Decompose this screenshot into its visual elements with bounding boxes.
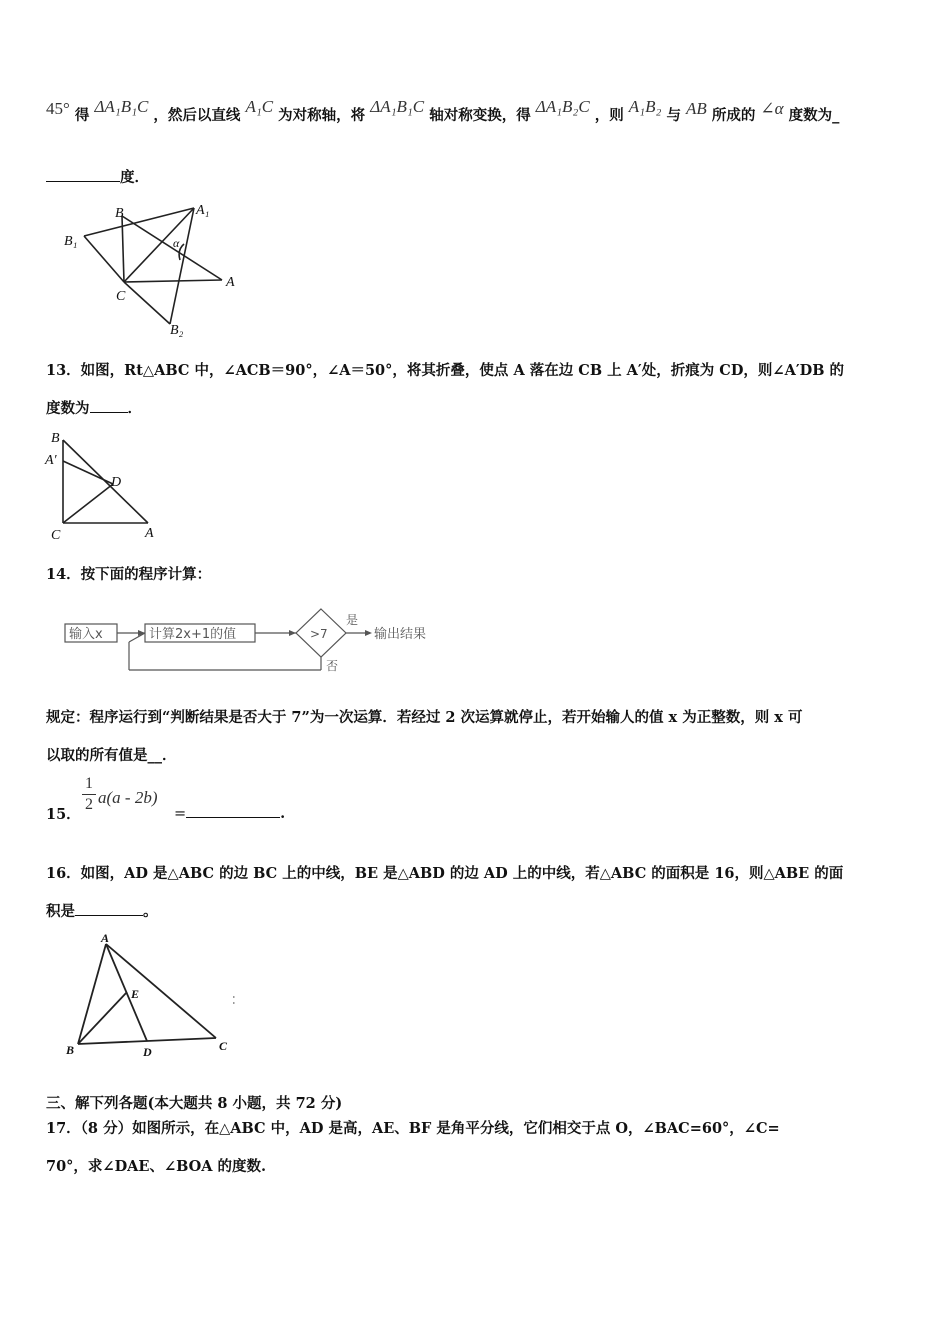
q12-triangle-1: ΔA₁B₁C bbox=[94, 97, 149, 116]
q14-flowchart bbox=[60, 604, 460, 676]
q16-figure bbox=[62, 930, 242, 1060]
q12-text-6: 与 bbox=[666, 107, 681, 124]
q12-answer-blank bbox=[46, 167, 120, 182]
q12-label-a: A bbox=[226, 275, 235, 290]
q12-label-b: B bbox=[115, 206, 124, 221]
q12-line2-end: 度． bbox=[120, 169, 149, 186]
q13-line1: 13．如图，Rt△ABC 中，∠ACB＝90°，∠A＝50°，将其折叠，使点 A 落在边 CB 上 A′处，折痕为 CD，则∠A′DB 的 bbox=[46, 362, 845, 379]
q15-expr: a(a - 2b) bbox=[98, 788, 158, 807]
q13-line2-start: 度数为 bbox=[46, 400, 90, 417]
q13-label-a-prime: A′ bbox=[45, 453, 57, 468]
q16-line2-end: 。 bbox=[143, 903, 158, 920]
q13-label-c: C bbox=[51, 528, 61, 543]
q12-triangle-3: ΔA₁B₂C bbox=[535, 97, 590, 116]
q12-triangle-2: ΔA₁B₁C bbox=[370, 97, 425, 116]
q13-figure bbox=[44, 428, 174, 544]
q14-flow-condition: >7 bbox=[310, 627, 328, 641]
q12-line1 bbox=[46, 97, 840, 125]
q14-flow-no: 否 bbox=[326, 659, 339, 673]
q15-line bbox=[46, 803, 81, 824]
q14-flow-compute: 计算2x+1的值 bbox=[149, 627, 237, 642]
q12-figure bbox=[60, 196, 250, 341]
q12-text-8: 度数为_ bbox=[788, 107, 840, 124]
q16-label-c: C bbox=[219, 1039, 228, 1053]
q14-rule-line2: 以取的所有值是__． bbox=[46, 747, 177, 764]
q12-axis: A₁C bbox=[245, 97, 274, 116]
q13-line2 bbox=[46, 397, 142, 418]
q12-angle-45: 45° bbox=[46, 99, 70, 118]
q14-flow-output: 输出结果 bbox=[374, 627, 427, 642]
q12-text-2: ，然后以直线 bbox=[153, 107, 241, 124]
q15-answer bbox=[174, 803, 285, 822]
q13-label-b: B bbox=[51, 431, 60, 446]
q12-label-a1: A₁ bbox=[196, 203, 210, 218]
q15-eq: = bbox=[174, 806, 187, 822]
q16-line2-start: 积是 bbox=[46, 903, 75, 920]
q16-answer-blank bbox=[75, 901, 143, 916]
q12-segment-1: A₁B₂ bbox=[628, 97, 662, 116]
q15-answer-blank bbox=[186, 803, 280, 818]
q13-answer-blank bbox=[90, 398, 128, 413]
q14-flow-yes: 是 bbox=[346, 613, 359, 627]
q15-end: . bbox=[280, 805, 286, 822]
q16-label-e: E bbox=[131, 987, 140, 1001]
q15-frac-den: 2 bbox=[85, 796, 93, 813]
q12-label-c: C bbox=[116, 289, 126, 304]
q12-label-b2: B₂ bbox=[170, 323, 184, 338]
q12-text-5: ，则 bbox=[594, 107, 624, 124]
q12-label-alpha: α bbox=[173, 236, 180, 250]
q12-line2 bbox=[46, 166, 149, 187]
q12-text-1: 得 bbox=[74, 107, 90, 124]
q13-label-a: A bbox=[145, 526, 154, 541]
q13-line2-end: ． bbox=[127, 400, 142, 417]
section3-heading: 三、解下列各题(本大题共 8 小题，共 72 分) bbox=[46, 1095, 343, 1112]
q12-text-7: 所成的 bbox=[711, 107, 756, 124]
q16-line2 bbox=[46, 900, 158, 921]
q15-frac-num: 1 bbox=[85, 775, 93, 792]
q16-label-d: D bbox=[143, 1045, 152, 1059]
q12-segment-2: AB bbox=[686, 99, 707, 118]
q14-line1: 14．按下面的程序计算： bbox=[46, 566, 212, 583]
q16-line1: 16．如图，AD 是△ABC 的边 BC 上的中线，BE 是△ABD 的边 AD 上的中线，若△ABC 的面积是 16，则△ABE 的面 bbox=[46, 865, 844, 882]
q15-number: 15． bbox=[46, 806, 81, 823]
q16-label-a: A bbox=[101, 931, 110, 945]
q15-fraction bbox=[82, 775, 96, 814]
q14-rule-line1: 规定：程序运行到“判断结果是否大于 7”为一次运算．若经过 2 次运算就停止，若开始输人的值 x 为正整数，则 x 可 bbox=[46, 709, 803, 726]
q12-text-4: 轴对称变换，得 bbox=[429, 107, 531, 124]
q16-label-b: B bbox=[66, 1043, 75, 1057]
q15-frac-bar bbox=[82, 794, 96, 795]
q17-line2: 70°，求∠DAE、∠BOA 的度数. bbox=[46, 1158, 267, 1175]
q12-text-3: 为对称轴，将 bbox=[278, 107, 366, 124]
q17-line1: 17．（8 分）如图所示，在△ABC 中，AD 是高，AE、BF 是角平分线，它们相交于点 O，∠BAC=60°，∠C= bbox=[46, 1120, 780, 1137]
q14-flow-input: 输入x bbox=[69, 627, 103, 642]
q12-label-b1: B₁ bbox=[64, 234, 78, 249]
q12-angle-alpha: ∠α bbox=[760, 99, 784, 118]
q13-label-d: D bbox=[111, 475, 122, 490]
